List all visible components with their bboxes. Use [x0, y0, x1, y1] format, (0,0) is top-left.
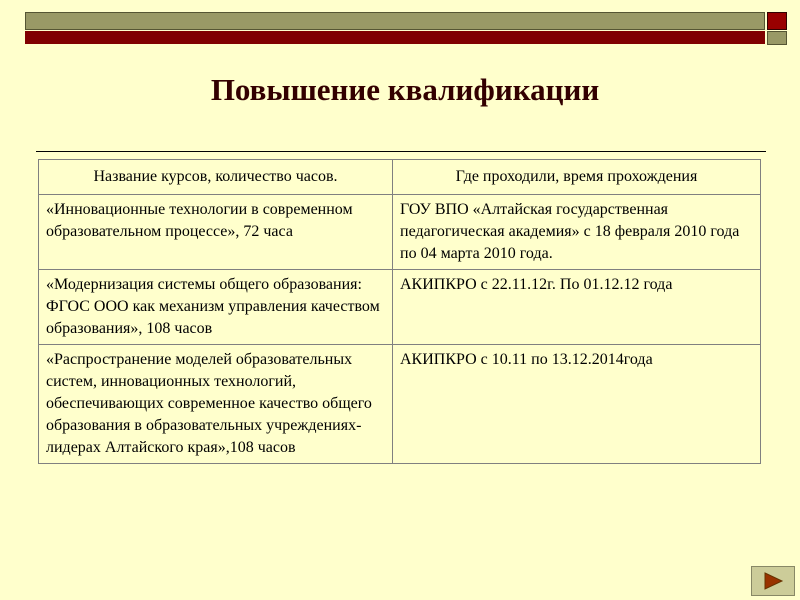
- slide-title: Повышение квалификации: [210, 72, 600, 107]
- place-time-cell: ГОУ ВПО «Алтайская государственная педагогическая академия» с 18 февраля 2010 года по 04 марта 2010 года.: [393, 195, 761, 270]
- header-place-time: Где проходили, время прохождения: [393, 160, 761, 195]
- courses-table: [38, 159, 761, 464]
- table-header-row: [39, 160, 761, 195]
- header-course-name: Название курсов, количество часов.: [39, 160, 393, 195]
- course-name-cell: «Распространение моделей образовательных систем, инновационных технологий, обеспечивающих современное качество общего образования в образовательных учреждениях- лидерах Алтайского края»,108 часов: [39, 345, 393, 464]
- course-name-cell: «Модернизация системы общего образования: ФГОС ООО как механизм управления качеством образования», 108 часов: [39, 270, 393, 345]
- decor-square-red: [767, 12, 787, 30]
- table-row: [39, 195, 761, 270]
- decor-square-olive: [767, 31, 787, 45]
- header-maroon-bar: [25, 31, 765, 44]
- next-slide-button[interactable]: [751, 566, 795, 596]
- place-time-cell: АКИПКРО с 22.11.12г. По 01.12.12 года: [393, 270, 761, 345]
- header-olive-bar: [25, 12, 765, 30]
- table-row: [39, 345, 761, 464]
- table-row: [39, 270, 761, 345]
- place-time-cell: АКИПКРО с 10.11 по 13.12.2014года: [393, 345, 761, 464]
- play-next-icon: [762, 572, 784, 590]
- course-name-cell: «Инновационные технологии в современном образовательном процессе», 72 часа: [39, 195, 393, 270]
- title-divider: [36, 151, 766, 152]
